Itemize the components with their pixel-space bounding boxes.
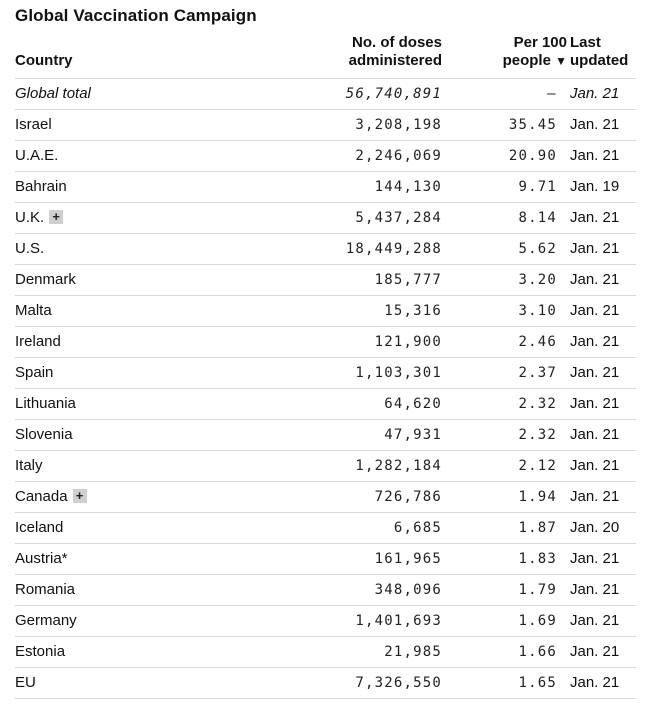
country-cell bbox=[15, 482, 87, 512]
country-cell bbox=[15, 234, 44, 264]
per100-cell: 3.10 bbox=[518, 303, 557, 319]
updated-cell: Jan. 21 bbox=[570, 395, 620, 412]
table-row bbox=[15, 543, 636, 574]
updated-cell: Jan. 21 bbox=[570, 333, 620, 350]
country-name: Israel bbox=[15, 116, 52, 133]
country-cell bbox=[15, 296, 52, 326]
country-name: EU bbox=[15, 674, 36, 691]
per100-cell: 35.45 bbox=[508, 117, 557, 133]
updated-cell: Jan. 21 bbox=[570, 147, 620, 164]
updated-cell: Jan. 21 bbox=[570, 240, 620, 257]
doses-cell: 64,620 bbox=[384, 396, 442, 412]
country-name: Estonia bbox=[15, 643, 66, 660]
country-cell bbox=[15, 544, 68, 574]
country-name: Iceland bbox=[15, 519, 64, 536]
updated-cell: Jan. 21 bbox=[570, 271, 620, 288]
per100-cell: 3.20 bbox=[518, 272, 557, 288]
column-header-updated[interactable] bbox=[570, 34, 628, 70]
country-name: Bahrain bbox=[15, 178, 67, 195]
updated-cell: Jan. 21 bbox=[570, 488, 620, 505]
country-name: Austria* bbox=[15, 550, 68, 567]
country-cell bbox=[15, 575, 75, 605]
country-cell bbox=[15, 420, 73, 450]
country-cell bbox=[15, 172, 67, 202]
country-name: Ireland bbox=[15, 333, 61, 350]
country-name: Slovenia bbox=[15, 426, 73, 443]
country-cell bbox=[15, 110, 52, 140]
country-cell bbox=[15, 358, 53, 388]
table-row bbox=[15, 388, 636, 419]
doses-cell: 161,965 bbox=[374, 551, 442, 567]
column-header-updated-line1: Last bbox=[570, 34, 601, 51]
doses-cell: 1,282,184 bbox=[355, 458, 442, 474]
column-header-updated-line2: updated bbox=[570, 52, 629, 69]
per100-cell: 1.83 bbox=[518, 551, 557, 567]
updated-cell: Jan. 21 bbox=[570, 550, 620, 567]
table-row bbox=[15, 419, 636, 450]
country-name: U.A.E. bbox=[15, 147, 59, 164]
country-cell bbox=[15, 451, 43, 481]
table-body bbox=[15, 78, 636, 699]
per100-cell: 9.71 bbox=[518, 179, 557, 195]
table-row bbox=[15, 264, 636, 295]
table-row bbox=[15, 109, 636, 140]
table-row bbox=[15, 202, 636, 233]
table-row bbox=[15, 295, 636, 326]
doses-cell: 185,777 bbox=[374, 272, 442, 288]
table-row bbox=[15, 574, 636, 605]
doses-cell: 1,103,301 bbox=[355, 365, 442, 381]
per100-cell: 8.14 bbox=[518, 210, 557, 226]
doses-cell: 2,246,069 bbox=[355, 148, 442, 164]
table-row bbox=[15, 140, 636, 171]
country-cell bbox=[15, 265, 76, 295]
updated-cell: Jan. 21 bbox=[570, 85, 620, 102]
doses-cell: 144,130 bbox=[374, 179, 442, 195]
updated-cell: Jan. 21 bbox=[570, 302, 620, 319]
updated-cell: Jan. 21 bbox=[570, 116, 620, 133]
per100-cell: 1.94 bbox=[518, 489, 557, 505]
expand-plus-icon[interactable]: + bbox=[73, 489, 87, 503]
country-cell bbox=[15, 668, 36, 698]
updated-cell: Jan. 21 bbox=[570, 457, 620, 474]
per100-cell: 1.87 bbox=[518, 520, 557, 536]
per100-cell: 20.90 bbox=[508, 148, 557, 164]
doses-cell: 348,096 bbox=[374, 582, 442, 598]
country-name: Italy bbox=[15, 457, 43, 474]
doses-cell: 3,208,198 bbox=[355, 117, 442, 133]
country-cell bbox=[15, 606, 77, 636]
table-row bbox=[15, 233, 636, 264]
country-name: Romania bbox=[15, 581, 76, 598]
table-row bbox=[15, 450, 636, 481]
updated-cell: Jan. 19 bbox=[570, 178, 620, 195]
table-row bbox=[15, 171, 636, 202]
per100-cell: 1.79 bbox=[518, 582, 557, 598]
country-cell bbox=[15, 79, 91, 109]
updated-cell: Jan. 21 bbox=[570, 674, 620, 691]
country-cell bbox=[15, 513, 63, 543]
country-name: Lithuania bbox=[15, 395, 76, 412]
per100-cell: 1.69 bbox=[518, 613, 557, 629]
country-cell bbox=[15, 141, 58, 171]
country-name: U.K. bbox=[15, 209, 45, 226]
updated-cell: Jan. 21 bbox=[570, 209, 620, 226]
updated-cell: Jan. 21 bbox=[570, 581, 620, 598]
doses-cell: 21,985 bbox=[384, 644, 442, 660]
per100-cell: 5.62 bbox=[518, 241, 557, 257]
column-header-doses[interactable] bbox=[349, 34, 442, 70]
table-row bbox=[15, 481, 636, 512]
updated-cell: Jan. 21 bbox=[570, 364, 620, 381]
column-header-per100-line1: Per 100 bbox=[513, 34, 567, 51]
table-title: Global Vaccination Campaign bbox=[15, 6, 257, 25]
column-header-per100-line2-wrap bbox=[503, 52, 567, 70]
country-cell bbox=[15, 327, 61, 357]
per100-cell: 2.32 bbox=[518, 427, 557, 443]
country-name: Spain bbox=[15, 364, 54, 381]
column-header-per100[interactable] bbox=[503, 34, 567, 70]
table-row bbox=[15, 78, 636, 109]
doses-cell: 6,685 bbox=[393, 520, 442, 536]
per100-cell: 2.32 bbox=[518, 396, 557, 412]
doses-cell: 5,437,284 bbox=[355, 210, 442, 226]
doses-cell: 56,740,891 bbox=[345, 86, 442, 102]
doses-cell: 1,401,693 bbox=[355, 613, 442, 629]
column-header-doses-line1: No. of doses bbox=[351, 34, 442, 51]
updated-cell: Jan. 21 bbox=[570, 426, 620, 443]
updated-cell: Jan. 21 bbox=[570, 612, 620, 629]
sort-descending-icon: ▼ bbox=[555, 54, 567, 68]
doses-cell: 18,449,288 bbox=[345, 241, 442, 257]
country-name: Canada bbox=[15, 488, 68, 505]
column-header-doses-line2: administered bbox=[348, 52, 442, 69]
per100-cell: 2.46 bbox=[518, 334, 557, 350]
doses-cell: 7,326,550 bbox=[355, 675, 442, 691]
table-row bbox=[15, 636, 636, 667]
column-header-country[interactable]: Country bbox=[15, 52, 73, 69]
table-row bbox=[15, 512, 636, 543]
country-name: Denmark bbox=[15, 271, 76, 288]
country-name: U.S. bbox=[15, 240, 45, 257]
table-row bbox=[15, 357, 636, 388]
per100-cell: 1.65 bbox=[518, 675, 557, 691]
table-row bbox=[15, 667, 636, 699]
table-row bbox=[15, 605, 636, 636]
country-cell bbox=[15, 203, 63, 233]
per100-cell: – bbox=[547, 86, 557, 102]
country-cell bbox=[15, 389, 76, 419]
doses-cell: 121,900 bbox=[374, 334, 442, 350]
column-header-per100-line2: people bbox=[502, 52, 551, 69]
doses-cell: 47,931 bbox=[384, 427, 442, 443]
per100-cell: 2.37 bbox=[518, 365, 557, 381]
per100-cell: 2.12 bbox=[518, 458, 557, 474]
table-row bbox=[15, 326, 636, 357]
expand-plus-icon[interactable]: + bbox=[49, 210, 63, 224]
updated-cell: Jan. 20 bbox=[570, 519, 620, 536]
per100-cell: 1.66 bbox=[518, 644, 557, 660]
country-cell bbox=[15, 637, 65, 667]
doses-cell: 15,316 bbox=[384, 303, 442, 319]
doses-cell: 726,786 bbox=[374, 489, 442, 505]
country-name: Global total bbox=[15, 85, 91, 102]
updated-cell: Jan. 21 bbox=[570, 643, 620, 660]
country-name: Malta bbox=[15, 302, 52, 319]
country-name: Germany bbox=[15, 612, 77, 629]
